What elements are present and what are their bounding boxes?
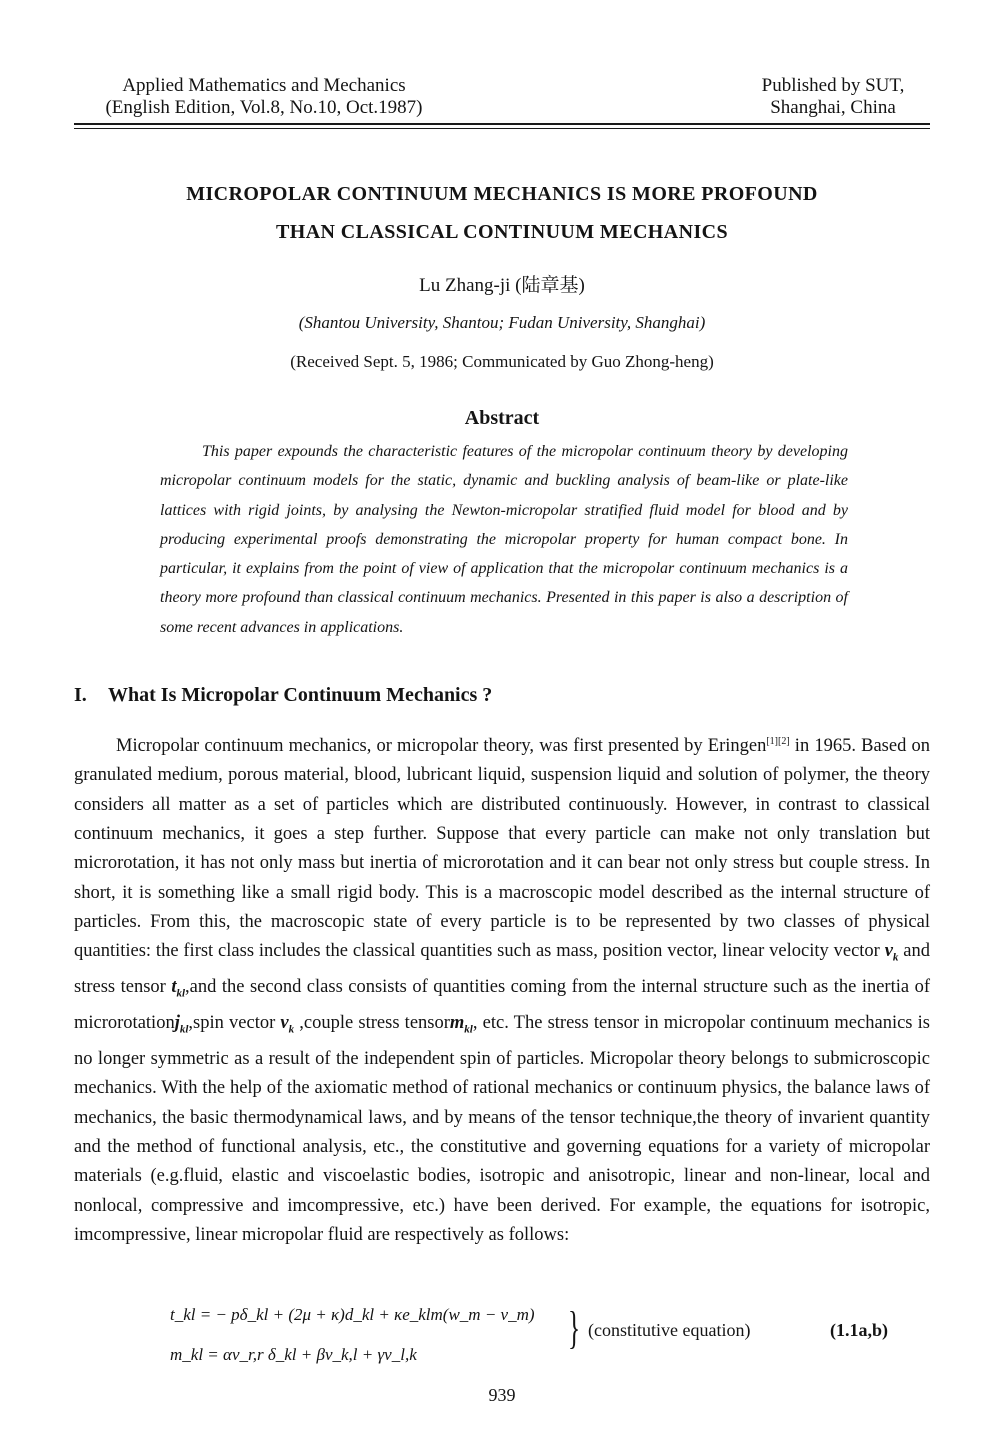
symbol-m-sub: kl	[464, 1023, 473, 1036]
body-text-2: in 1965. Based on granulated medium, porous material, blood, lubricant liquid, suspension liquid and solution of polymer, the theory considers all matter as a set of particles which are distributed continuously. However, in contrast to classical continuum mechanics, it goes a step further. Suppose that every particle can make not only translation but microrotation, it has not only mass but inertia of microrotation and it can bear not only stress but couple stress. In short, it is something like a small rigid body. This is a macroscopic model described as the internal structure of particles. From this, the macroscopic state of every particle is to be represented by two classes of physical quantities: the first class includes the classical quantities such as mass, position vector, linear velocity vector	[74, 736, 930, 962]
paper-title	[74, 175, 930, 251]
publisher-name: Published by SUT,	[761, 75, 905, 96]
page-number: 939	[488, 1385, 516, 1405]
section-body	[74, 727, 930, 1250]
body-text-4: ,and the second class consists of quantities coming from the internal structure such as the inertia of microrotation	[74, 977, 930, 1034]
symbol-j: j	[174, 1013, 180, 1034]
section-title: What Is Micropolar Continuum Mechanics ?	[108, 684, 493, 706]
symbol-v: v	[884, 941, 893, 962]
citation-ref: [1][2]	[766, 736, 790, 747]
header-rule-thin	[74, 128, 930, 129]
author: Lu Zhang-ji (陆章基)	[419, 275, 585, 296]
body-text-3: and stress tensor	[74, 941, 930, 998]
section-heading	[74, 684, 492, 707]
title-line-2: THAN CLASSICAL CONTINUUM MECHANICS	[276, 221, 728, 243]
body-text-1: Micropolar continuum mechanics, or micropolar theory, was first presented by Eringen	[116, 736, 767, 757]
journal-edition: (English Edition, Vol.8, No.10, Oct.1987)	[105, 97, 423, 118]
symbol-nu-sub: k	[288, 1023, 295, 1036]
title-line-1: MICROPOLAR CONTINUUM MECHANICS IS MORE PROFOUND	[186, 183, 818, 205]
equation-note: (constitutive equation)	[588, 1320, 751, 1340]
publisher-location: Shanghai, China	[770, 97, 896, 118]
equation-brace: }	[567, 1302, 581, 1353]
symbol-j-sub: kl	[179, 1023, 189, 1036]
equation-stress: t_kl = − pδ_kl + (2μ + κ)d_kl + κe_klm(w_m − ν_m)	[170, 1305, 535, 1324]
publisher-header	[738, 75, 928, 119]
abstract-heading: Abstract	[464, 407, 540, 429]
symbol-v-sub: k	[892, 951, 899, 964]
symbol-t-sub: kl	[176, 987, 186, 1000]
body-text-6: ,couple stress tensor	[294, 1013, 450, 1034]
section-number: I.	[74, 684, 87, 706]
symbol-m: m	[449, 1013, 465, 1034]
equation-number: (1.1a,b)	[830, 1320, 888, 1340]
received-note: (Received Sept. 5, 1986; Communicated by Guo Zhong-heng)	[290, 352, 714, 371]
journal-header	[74, 75, 454, 119]
affiliation: (Shantou University, Shantou; Fudan University, Shanghai)	[298, 313, 706, 332]
symbol-nu: ν	[280, 1013, 289, 1034]
symbol-t: t	[171, 977, 177, 998]
equation-couple-stress: m_kl = αν_r,r δ_kl + βν_k,l + γν_l,k	[170, 1345, 417, 1364]
header-rule-thick	[74, 123, 930, 125]
body-text-7: , etc. The stress tensor in micropolar continuum mechanics is no longer symmetric as a result of the independent spin of particles. Micropolar theory belongs to submicroscopic mechanics. With the help of the axiomatic method of rational mechanics or continuum physics, the balance laws of mechanics, the basic thermodynamical laws, and by means of the tensor technique,the theory of invarient quantity and the method of functional analysis, etc., the constitutive and governing equations for a variety of micropolar materials (e.g.fluid, elastic and viscoelastic bodies, isotropic and anisotropic, linear and non-linear, local and nonlocal, compressive and imcompressive, etc.) have been derived. For example, the equations for isotropic, imcompressive, linear micropolar fluid are respectively as follows:	[74, 1013, 930, 1245]
abstract-text: This paper expounds the characteristic features of the micropolar continuum theory by developing micropolar continuum models for the static, dynamic and buckling analysis of beam-like or plate-like lattices with rigid joints, by analysing the Newton-micropolar stratified fluid model for blood and by producing experimental proofs demonstrating the micropolar property for human compact bone. In particular, it explains from the point of view of application that the micropolar continuum mechanics is a theory more profound than classical continuum mechanics. Presented in this paper is also a description of some recent advances in applications.	[160, 443, 848, 636]
body-text-5: ,spin vector	[188, 1013, 281, 1034]
journal-title: Applied Mathematics and Mechanics	[122, 75, 406, 96]
